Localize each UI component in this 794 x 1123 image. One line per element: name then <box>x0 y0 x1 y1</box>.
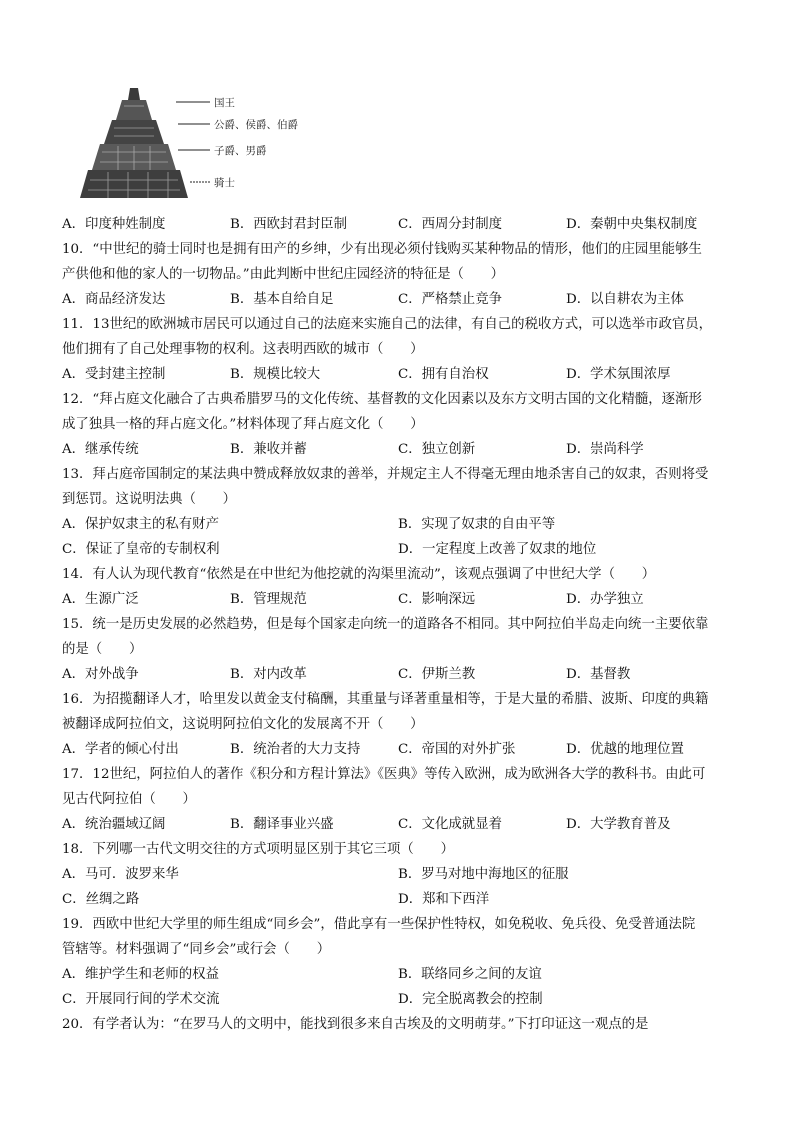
q9-option-a: A．印度种姓制度 <box>62 217 166 232</box>
q14-stem-line1: 14．有人认为现代教育“依然是在中世纪为他挖就的沟渠里流动”，该观点强调了中世纪大学（ ） <box>62 567 656 582</box>
feudal-pyramid-figure <box>78 86 318 208</box>
q11-option-d: D．学术氛围浓厚 <box>566 367 671 382</box>
q17-stem-line2: 见古代阿拉伯（ ） <box>62 792 196 807</box>
q15-option-a: A．对外战争 <box>62 667 139 682</box>
q17-stem-line1: 17．12世纪，阿拉伯人的著作《积分和方程计算法》《医典》等传入欧洲，成为欧洲各大学的教科书。由此可 <box>62 767 706 782</box>
q19-option-a: A．维护学生和老师的权益 <box>62 967 219 982</box>
q11-stem-line2: 他们拥有了自己处理事物的权利。这表明西欧的城市（ ） <box>62 342 424 357</box>
q12-stem-line1: 12．“拜占庭文化融合了古典希腊罗马的文化传统、基督教的文化因素以及东方文明古国的文化精髓，逐渐形 <box>62 392 702 407</box>
q18-option-d: D．郑和下西洋 <box>398 892 490 907</box>
q18-stem-line1: 18．下列哪一古代文明交往的方式项明显区别于其它三项（ ） <box>62 842 454 857</box>
q16-stem-line1: 16．为招揽翻译人才，哈里发以黄金支付稿酬，其重量与译著重量相等，于是大量的希腊、波斯、印度的典籍 <box>62 692 709 707</box>
q14-option-b: B．管理规范 <box>230 592 307 607</box>
q15-option-b: B．对内改革 <box>230 667 307 682</box>
q19-option-d: D．完全脱离教会的控制 <box>398 992 543 1007</box>
q19-option-c: C．开展同行间的学术交流 <box>62 992 220 1007</box>
q18-option-c: C．丝绸之路 <box>62 892 140 907</box>
q19-stem-line1: 19．西欧中世纪大学里的师生组成“同乡会”，借此享有一些保护性特权，如免税收、免兵役、免受普通法院 <box>62 917 696 932</box>
q13-option-a: A．保护奴隶主的私有财产 <box>62 517 219 532</box>
q17-option-b: B．翻译事业兴盛 <box>230 817 334 832</box>
q16-option-a: A．学者的倾心付出 <box>62 742 179 757</box>
q11-option-a: A．受封建主控制 <box>62 367 166 382</box>
q10-option-b: B．基本自给自足 <box>230 292 334 307</box>
label-dukes: 公爵、侯爵、伯爵 <box>214 119 298 131</box>
q16-option-d: D．优越的地理位置 <box>566 742 684 757</box>
q12-option-a: A．继承传统 <box>62 442 139 457</box>
q12-option-c: C．独立创新 <box>398 442 476 457</box>
q13-option-c: C．保证了皇帝的专制权利 <box>62 542 220 557</box>
q16-option-c: C．帝国的对外扩张 <box>398 742 516 757</box>
q15-stem-line1: 15．统一是历史发展的必然趋势，但是每个国家走向统一的道路各不相同。其中阿拉伯半岛走向统一主要依靠 <box>62 617 709 632</box>
q20-stem-line1: 20．有学者认为：“在罗马人的文明中，能找到很多来自古埃及的文明萌芽。”下打印证这一观点的是 <box>62 1017 649 1032</box>
q13-option-b: B．实现了奴隶的自由平等 <box>398 517 556 532</box>
label-knights: 骑士 <box>214 177 235 189</box>
q16-option-b: B．统治者的大力支持 <box>230 742 361 757</box>
q15-option-d: D．基督教 <box>566 667 631 682</box>
q19-option-b: B．联络同乡之间的友谊 <box>398 967 542 982</box>
q12-stem-line2: 成了独具一格的拜占庭文化。”材料体现了拜占庭文化（ ） <box>62 417 424 432</box>
q9-option-c: C．西周分封制度 <box>398 217 502 232</box>
q16-stem-line2: 被翻译成阿拉伯文，这说明阿拉伯文化的发展离不开（ ） <box>62 717 424 732</box>
q19-stem-line2: 管辖等。材料强调了“同乡会”或行会（ ） <box>62 942 331 957</box>
q12-option-b: B．兼收并蓄 <box>230 442 307 457</box>
q12-option-d: D．崇尚科学 <box>566 442 644 457</box>
q11-option-b: B．规模比较大 <box>230 367 321 382</box>
q17-option-a: A．统治疆域辽阔 <box>62 817 166 832</box>
q15-stem-line2: 的是（ ） <box>62 642 143 657</box>
q11-option-c: C．拥有自治权 <box>398 367 489 382</box>
label-viscounts: 子爵、男爵 <box>214 145 267 157</box>
q14-option-d: D．办学独立 <box>566 592 644 607</box>
label-king: 国王 <box>214 97 235 109</box>
q10-option-c: C．严格禁止竞争 <box>398 292 502 307</box>
q14-option-a: A．生源广泛 <box>62 592 139 607</box>
pyramid-illustration <box>78 86 318 208</box>
q13-option-d: D．一定程度上改善了奴隶的地位 <box>398 542 597 557</box>
q17-option-d: D．大学教育普及 <box>566 817 671 832</box>
q17-option-c: C．文化成就显着 <box>398 817 502 832</box>
q13-stem-line2: 到惩罚。这说明法典（ ） <box>62 492 237 507</box>
q10-stem-line2: 产供他和他的家人的一切物品。”由此判断中世纪庄园经济的特征是（ ） <box>62 267 505 282</box>
q15-option-c: C．伊斯兰教 <box>398 667 476 682</box>
q9-option-d: D．秦朝中央集权制度 <box>566 217 698 232</box>
q18-option-a: A．马可．波罗来华 <box>62 867 179 882</box>
q10-option-a: A．商品经济发达 <box>62 292 166 307</box>
q10-option-d: D．以自耕农为主体 <box>566 292 684 307</box>
q14-option-c: C．影响深远 <box>398 592 476 607</box>
q18-option-b: B．罗马对地中海地区的征服 <box>398 867 569 882</box>
q9-option-b: B．西欧封君封臣制 <box>230 217 347 232</box>
q10-stem-line1: 10．“中世纪的骑士同时也是拥有田产的乡绅，少有出现必须付钱购买某种物品的情形，他们的庄园里能够生 <box>62 242 702 257</box>
q13-stem-line1: 13．拜占庭帝国制定的某法典中赞成释放奴隶的善举，并规定主人不得毫无理由地杀害自己的奴隶，否则将受 <box>62 467 709 482</box>
q11-stem-line1: 11．13世纪的欧洲城市居民可以通过自己的法庭来实施自己的法律，有自己的税收方式，可以选举市政官员， <box>62 317 713 332</box>
